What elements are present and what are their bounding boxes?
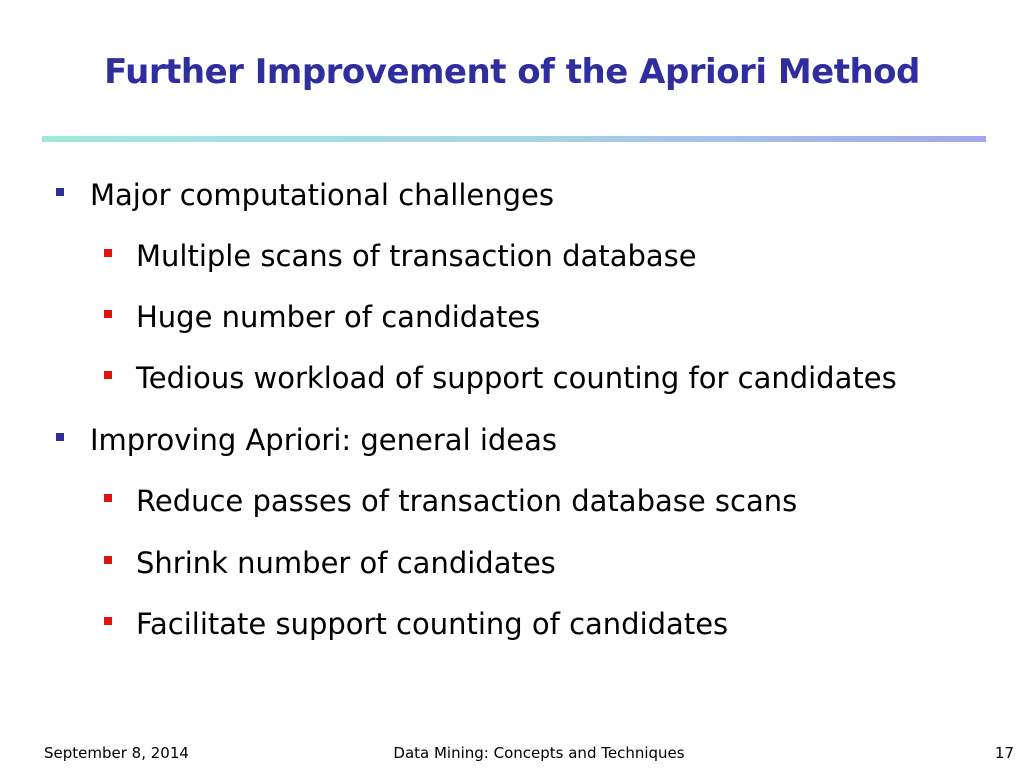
bullet-text: Improving Apriori: general ideas [90,423,558,457]
square-bullet-icon [56,433,64,441]
title-divider [42,136,986,142]
bullet-text: Major computational challenges [90,178,554,212]
bullet-text: Huge number of candidates [136,300,541,334]
bullet-item-level2 [104,359,897,395]
square-bullet-icon [104,556,112,564]
bullet-text: Reduce passes of transaction database scans [136,484,798,518]
square-bullet-icon [104,310,112,318]
square-bullet-icon [104,617,112,625]
bullet-text: Multiple scans of transaction database [136,239,697,273]
square-bullet-icon [56,188,64,196]
bullet-item-level2 [104,298,540,334]
square-bullet-icon [104,494,112,502]
bullet-text: Shrink number of candidates [136,546,556,580]
bullet-item-level1 [56,176,554,212]
bullet-item-level2 [104,544,556,580]
page-number: 17 [994,744,1014,762]
footer-date: September 8, 2014 [44,744,189,762]
bullet-text: Tedious workload of support counting for candidates [136,361,897,395]
footer-title: Data Mining: Concepts and Techniques [393,744,685,762]
bullet-item-level1 [56,421,557,457]
bullet-item-level2 [104,482,797,518]
bullet-item-level2 [104,237,697,273]
square-bullet-icon [104,249,112,257]
slide-title: Further Improvement of the Apriori Method [104,52,920,92]
bullet-item-level2 [104,605,728,641]
square-bullet-icon [104,371,112,379]
bullet-text: Facilitate support counting of candidates [136,607,729,641]
